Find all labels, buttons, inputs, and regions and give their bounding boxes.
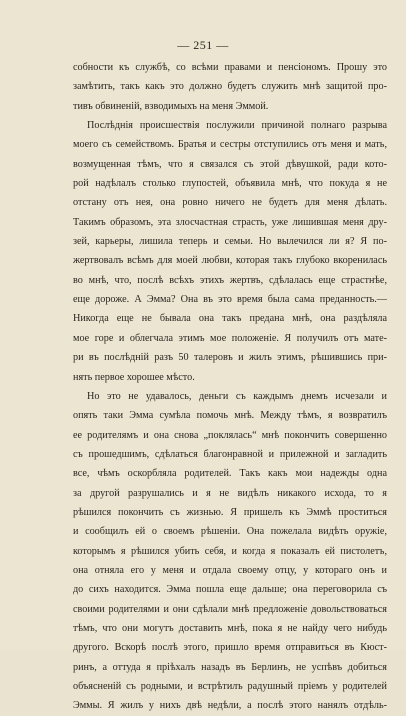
text-line: зей, карьеры, лишила теперь и семьи. Но вылечился ли я? Я по- bbox=[73, 236, 387, 248]
text-line: моего съ семействомъ. Братья и сестры отступились отъ меня и мать, bbox=[73, 139, 387, 151]
page-number: — 251 — bbox=[177, 38, 229, 52]
text-line: опять таки Эмма сумѣла помочь мнѣ. Между тѣмъ, я возвратилъ bbox=[73, 410, 387, 422]
text-line: жертвовалъ всѣмъ для моей любви, которая такъ глубоко вкоренилась bbox=[73, 255, 387, 267]
text-line: ринъ, а оттуда я пріѣхалъ назадъ въ Берлинъ, не успѣвъ добиться bbox=[73, 661, 387, 673]
text-line: за другой разрушались и я не видѣлъ никакого исхода, то я bbox=[73, 487, 387, 499]
text-line: ее родителямъ и она снова „поклялась“ мнѣ покончить совершенно bbox=[73, 429, 387, 441]
text-line: объясненій съ родными, и встрѣтилъ радушный пріемъ у родителей bbox=[73, 681, 387, 692]
text-line: Такимъ образомъ, эта злосчастная страсть, уже лишившая меня дру- bbox=[73, 216, 387, 228]
text-line: Но это не удавалось, деньги съ каждымъ днемъ исчезали и bbox=[87, 390, 387, 402]
text-line: рѣшился покончить съ жизнью. Я пришелъ къ Эммѣ проститься bbox=[73, 506, 387, 518]
text-line: и сообщилъ ей о своемъ рѣшеніи. Она пожелала видѣть оружіе, bbox=[73, 526, 387, 538]
text-line: своими родителями и они сдѣлали мнѣ предложеніе довольствоваться bbox=[73, 603, 387, 615]
text-line: которымъ я рѣшился убить себя, и когда я показалъ ей пистолетъ, bbox=[73, 545, 387, 557]
text-line: рой надѣлалъ столько глупостей, объявила мнѣ, что покуда я не bbox=[73, 178, 387, 190]
text-line: другого. Вскорѣ послѣ этого, пришло время отправиться въ Кюст- bbox=[73, 642, 387, 654]
text-line: Эммы. Я жилъ у нихъ двѣ недѣли, а послѣ этого нанялъ отдѣль- bbox=[73, 700, 387, 712]
text-line: во мнѣ, что, послѣ всѣхъ этихъ жертвъ, сдѣлалась еще страстнѣе, bbox=[73, 274, 387, 286]
text-line: еще дороже. А Эмма? Она въ это время была сама преданность.— bbox=[73, 294, 387, 306]
text-line: Послѣднія происшествія послужили причиной полнаго разрыва bbox=[87, 120, 387, 132]
text-line: мое горе и облегчала этимъ мое положеніе. Я получилъ отъ мате- bbox=[73, 332, 387, 344]
text-line: Никогда еще не бывала она такъ предана мнѣ, она раздѣляла bbox=[73, 313, 387, 325]
text-line: собности къ службѣ, со всѣми правами и пенсіономъ. Прошу это bbox=[73, 62, 387, 73]
text-line: ри въ послѣдній разъ 50 талеровъ и жилъ этимъ, рѣшившись при- bbox=[73, 352, 387, 364]
text-line: она отняла его у меня и отдала своему отцу, у котораго онъ и bbox=[73, 564, 387, 576]
text-line: до сихъ находится. Эмма пошла еще дальше; она переговорила съ bbox=[73, 584, 387, 596]
text-line: отстану отъ нея, она ровно ничего не будетъ для меня дѣлать. bbox=[73, 197, 387, 209]
text-line: все, чѣмъ оскорбляла родителей. Такъ какъ мои надежды одна bbox=[73, 468, 387, 480]
text-line: тѣмъ, что они могутъ доставить мнѣ, пока я не найду чего нибудь bbox=[73, 622, 387, 634]
text-line: съ прошедшимъ, сдѣлаться благонравной и прилежной и загладить bbox=[73, 448, 387, 460]
text-line: нять первое хорошее мѣсто. bbox=[73, 371, 195, 383]
text-line: возмущенная тѣмъ, что я связался съ этой дѣвушкой, ради кото- bbox=[73, 158, 387, 170]
text-line: тивъ обвиненій, взводимыхъ на меня Эммой. bbox=[73, 100, 269, 112]
body-text bbox=[73, 58, 387, 716]
text-line: замѣтить, такъ какъ это должно будетъ служить мнѣ защитой про- bbox=[73, 81, 387, 93]
